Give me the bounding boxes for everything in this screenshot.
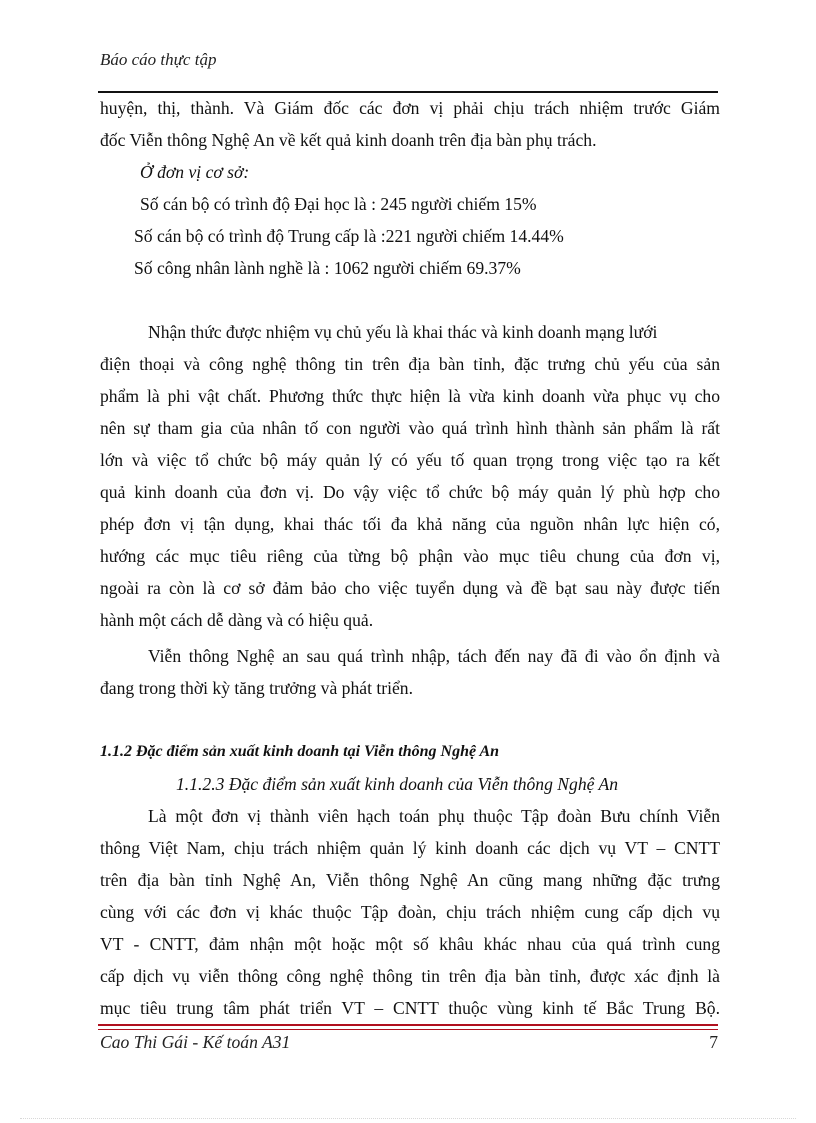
- footer-divider: [98, 1024, 718, 1026]
- page-edge-dots: [20, 1118, 796, 1119]
- paragraph-line: phẩm là phi vật chất. Phương thức thực hiện là vừa kinh doanh vừa phục vụ cho: [100, 386, 720, 406]
- paragraph-line: đốc Viễn thông Nghệ An về kết quả kinh doanh trên địa bàn phụ trách.: [100, 130, 597, 150]
- paragraph-line: điện thoại và công nghệ thông tin trên địa bàn tỉnh, đặc trưng chủ yếu của sản: [100, 354, 720, 374]
- paragraph-line: ngoài ra còn là cơ sở đảm bảo cho việc tuyển dụng và đề bạt sau này được tiến: [100, 578, 720, 598]
- paragraph-line: mục tiêu trung tâm phát triển VT – CNTT thuộc vùng kinh tế Bắc Trung Bộ.: [100, 998, 720, 1018]
- header-title: Báo cáo thực tập: [100, 50, 217, 69]
- paragraph-line: huyện, thị, thành. Và Giám đốc các đơn vị phải chịu trách nhiệm trước Giám: [100, 98, 720, 118]
- paragraph-line: Nhận thức được nhiệm vụ chủ yếu là khai thác và kinh doanh mạng lưới: [148, 322, 658, 342]
- paragraph-line: thông Việt Nam, chịu trách nhiệm quản lý kinh doanh các dịch vụ VT – CNTT: [100, 838, 720, 858]
- stat-line-university: Số cán bộ có trình độ Đại học là : 245 người chiếm 15%: [140, 194, 537, 214]
- paragraph-line: cùng với các đơn vị khác thuộc Tập đoàn, chịu trách nhiệm cung cấp dịch vụ: [100, 902, 720, 922]
- paragraph-line: Là một đơn vị thành viên hạch toán phụ thuộc Tập đoàn Bưu chính Viễn: [148, 806, 720, 826]
- subsection-heading: 1.1.2.3 Đặc điểm sản xuất kinh doanh của Viễn thông Nghệ An: [176, 774, 619, 794]
- stat-line-workers: Số công nhân lành nghề là : 1062 người chiếm 69.37%: [134, 258, 521, 278]
- paragraph-line: trên địa bàn tỉnh Nghệ An, Viễn thông Nghệ An cũng mang những đặc trưng: [100, 870, 720, 890]
- section-heading: 1.1.2 Đặc điểm sản xuất kinh doanh tại Viễn thông Nghệ An: [100, 743, 500, 760]
- footer-divider-thin: [98, 1029, 718, 1030]
- paragraph-line: hành một cách dễ dàng và có hiệu quả.: [100, 610, 374, 630]
- paragraph-line: đang trong thời kỳ tăng trưởng và phát triển.: [100, 678, 414, 698]
- stat-line-intermediate: Số cán bộ có trình độ Trung cấp là :221 người chiếm 14.44%: [134, 226, 564, 246]
- paragraph-line: VT - CNTT, đảm nhận một hoặc một số khâu khác nhau của quá trình cung: [100, 934, 720, 954]
- page-number: 7: [709, 1032, 718, 1052]
- paragraph-line: Viễn thông Nghệ an sau quá trình nhập, tách đến nay đã đi vào ổn định và: [148, 646, 720, 666]
- paragraph-line: quả kinh doanh của đơn vị. Do vậy việc tổ chức bộ máy quản lý phù hợp cho: [100, 482, 720, 502]
- paragraph-line: hướng các mục tiêu riêng của từng bộ phận vào mục tiêu chung của đơn vị,: [100, 546, 720, 566]
- paragraph-line: phép đơn vị tận dụng, khai thác tối đa khả năng của nguồn nhân lực hiện có,: [100, 514, 720, 534]
- paragraph-line: lớn và việc tổ chức bộ máy quản lý có yếu tố quan trọng trong việc tạo ra kết: [100, 450, 720, 470]
- paragraph-line: nên sự tham gia của nhân tố con người vào quá trình hình thành sản phẩm là rất: [100, 418, 720, 438]
- unit-label: Ở đơn vị cơ sở:: [140, 162, 250, 182]
- footer-author: Cao Thi Gái - Kế toán A31: [100, 1032, 291, 1052]
- paragraph-line: cấp dịch vụ viễn thông công nghệ thông tin trên địa bàn tỉnh, được xác định là: [100, 966, 720, 986]
